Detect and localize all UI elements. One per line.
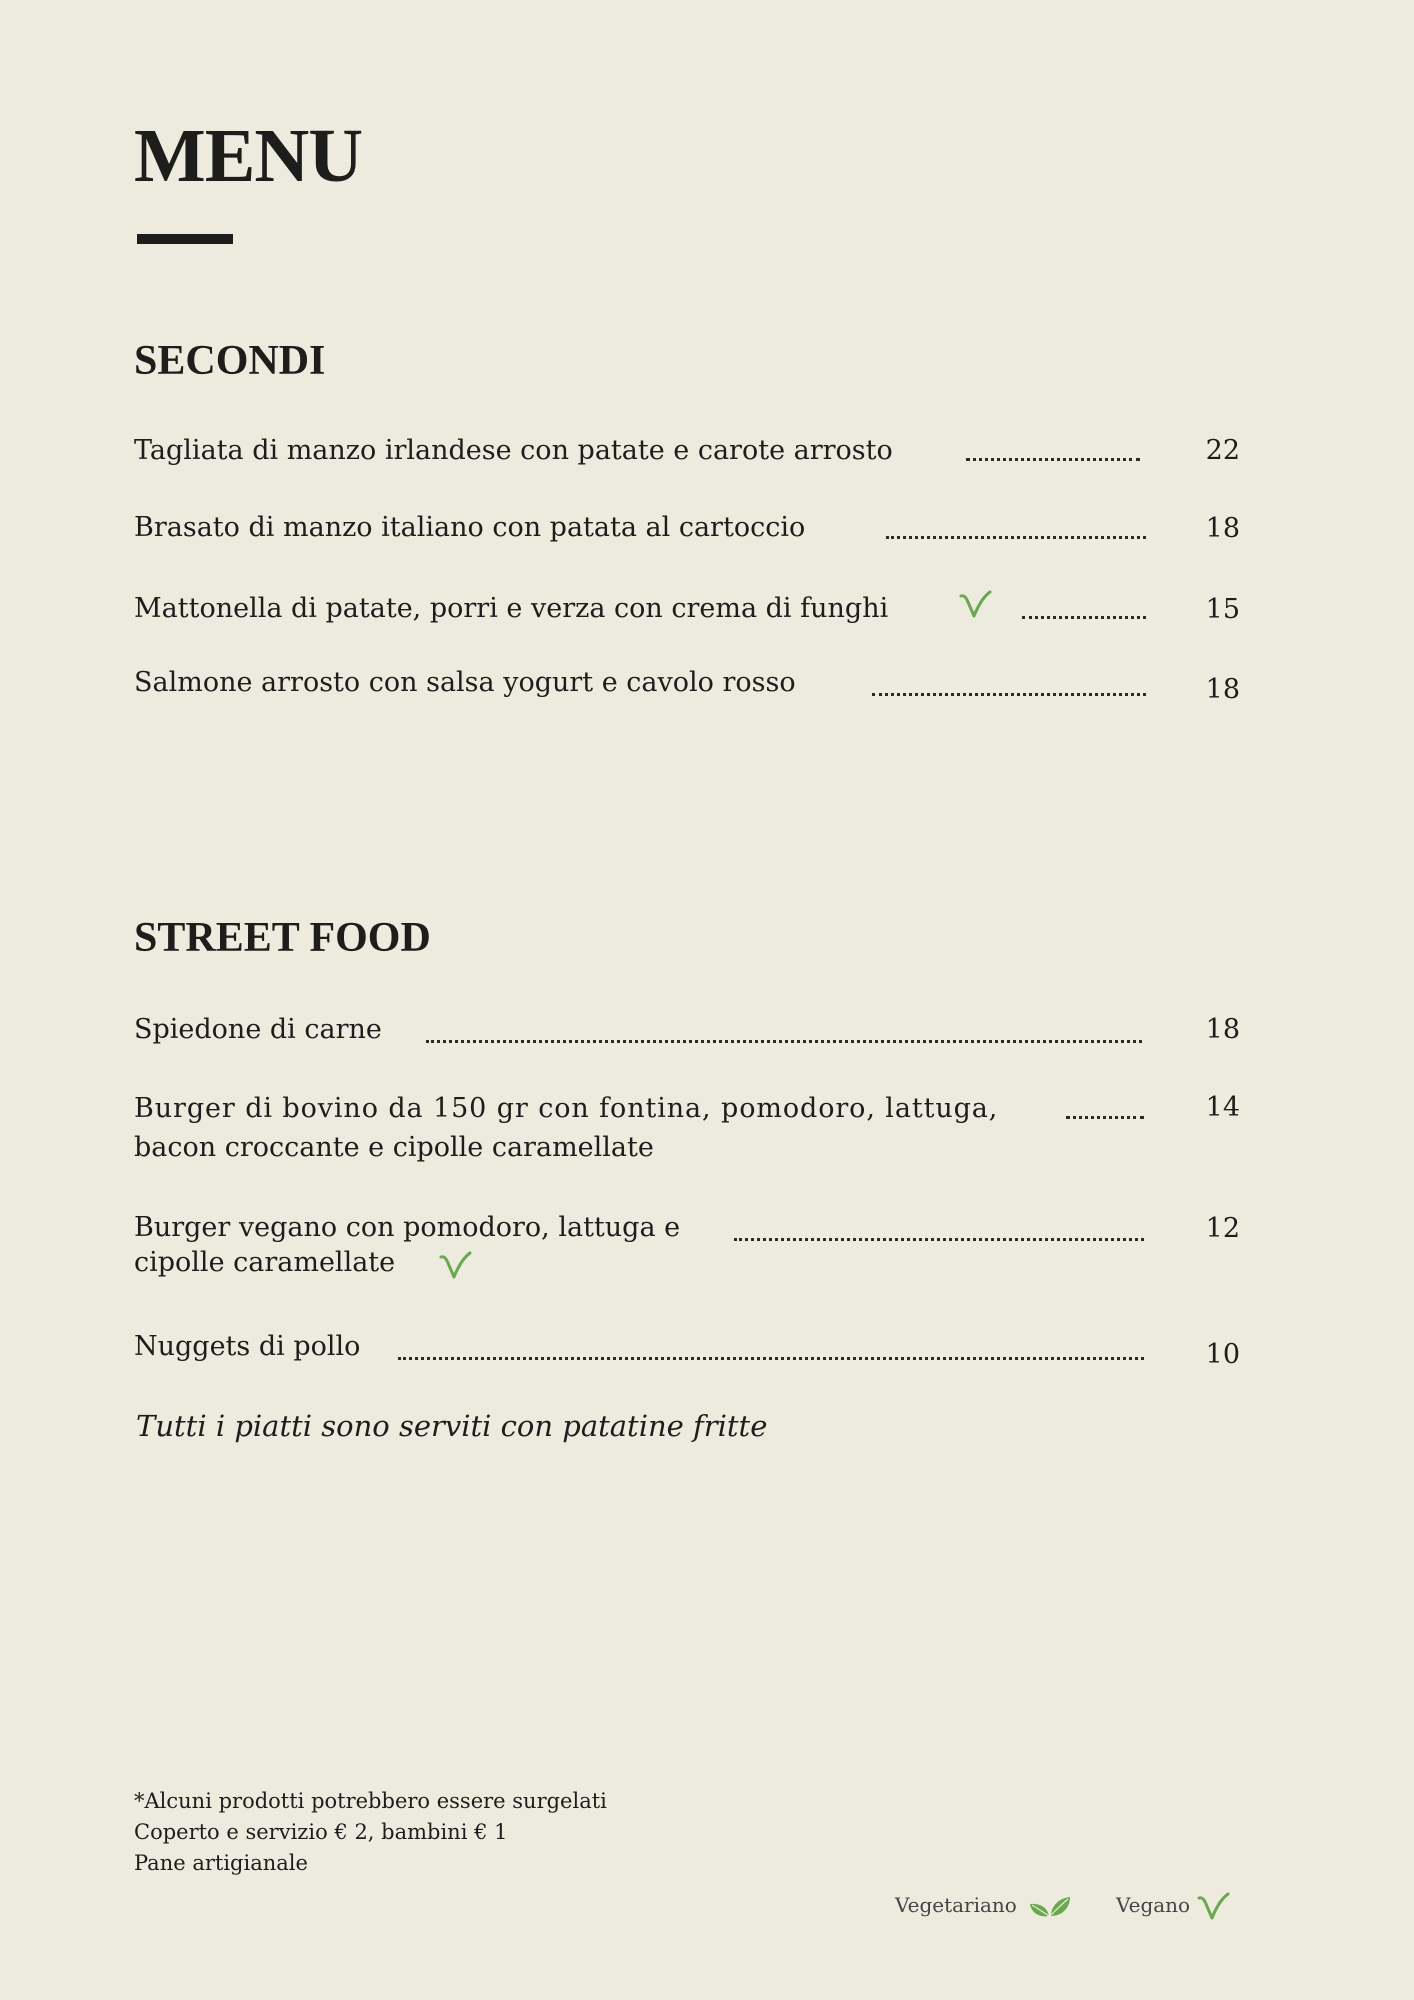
vegan-v-icon [1196,1892,1230,1922]
dot-leader [1066,1116,1144,1119]
footer-note-cover-charge: Coperto e servizio € 2, bambini € 1 [134,1820,508,1844]
footer-note-frozen: *Alcuni prodotti potrebbero essere surgelati [134,1789,607,1813]
dot-leader [872,693,1146,696]
menu-item-name: Spiedone di carne [134,1014,382,1045]
menu-item-name: Brasato di manzo italiano con patata al cartoccio [134,512,806,543]
menu-item-name: Nuggets di pollo [134,1331,361,1362]
section-heading-street-food: STREET FOOD [134,915,431,961]
menu-item-name: Salmone arrosto con salsa yogurt e cavolo rosso [134,667,796,698]
menu-item-price: 18 [1205,674,1240,705]
menu-item-name-line2: cipolle caramellate [134,1247,396,1278]
dot-leader [886,536,1146,539]
menu-item-name: Tagliata di manzo irlandese con patate e carote arrosto [134,435,893,466]
menu-item-price: 14 [1205,1092,1240,1123]
dot-leader [1022,616,1146,619]
menu-item-price: 10 [1205,1339,1240,1370]
vegan-v-icon [438,1251,472,1281]
menu-item-price: 15 [1205,594,1240,625]
menu-item-price: 18 [1205,513,1240,544]
footer-note-bread: Pane artigianale [134,1851,308,1875]
legend-vegetarian-label: Vegetariano [895,1893,1017,1917]
legend-vegetarian [895,1890,1071,1920]
vegan-v-icon [958,590,992,620]
menu-item-name-line1: Burger vegano con pomodoro, lattuga e [134,1212,681,1243]
menu-title: MENU [134,114,363,198]
menu-item-name-line2: bacon croccante e cipolle caramellate [134,1132,654,1163]
legend-vegan [1116,1890,1230,1922]
dot-leader [734,1238,1144,1241]
title-underline [137,234,233,244]
section-heading-secondi: SECONDI [134,338,326,384]
menu-item-name-line1: Burger di bovino da 150 gr con fontina, pomodoro, lattuga, [134,1093,999,1124]
menu-item-price: 22 [1205,435,1240,466]
dot-leader [426,1040,1142,1043]
menu-item-name: Mattonella di patate, porri e verza con crema di funghi [134,593,889,624]
dot-leader [398,1357,1144,1360]
dot-leader [966,458,1140,461]
side-dish-note: Tutti i piatti sono serviti con patatine fritte [136,1409,768,1443]
legend-vegan-label: Vegano [1116,1893,1191,1917]
menu-item-price: 12 [1205,1213,1240,1244]
leaf-icon [1029,1894,1071,1920]
menu-item-price: 18 [1205,1014,1240,1045]
